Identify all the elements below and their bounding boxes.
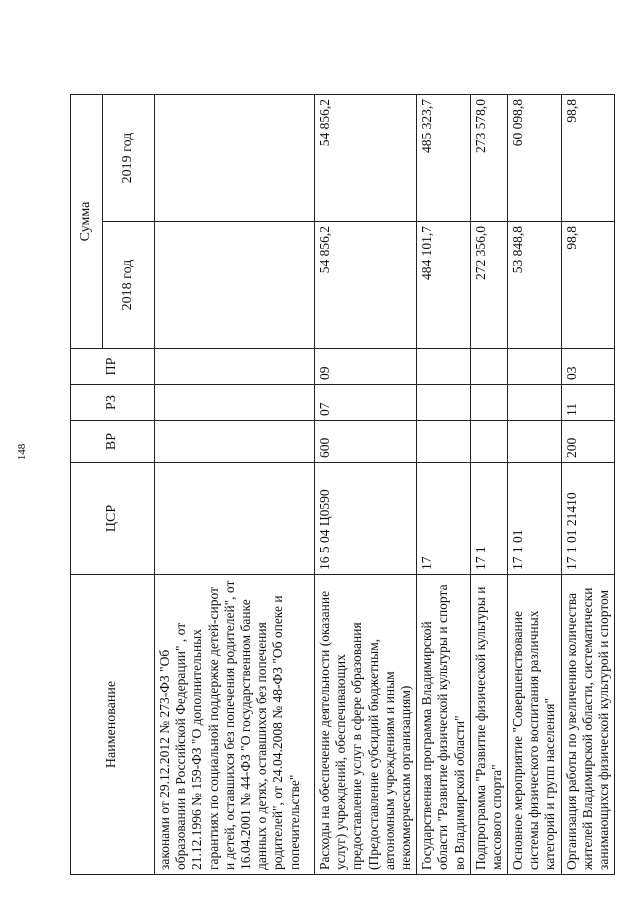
- cell-2019: [155, 95, 315, 222]
- table-row: [417, 95, 471, 875]
- cell-pr: [155, 349, 315, 385]
- header-pr: ПР: [71, 349, 155, 385]
- header-sum: Сумма: [71, 95, 103, 349]
- cell-name: законами от 29.12.2012 № 273-ФЗ "Об образовании в Российской Федерации" , от 21.12.1996 № 159-ФЗ "О дополнительных гарантиях по социальной поддержке детей-сирот и детей, оставшихся без попечения родителей", от 16.04.2001 № 44-ФЗ "О государственном банке данных о детях, оставшихся без попечения родителей", от 24.04.2008 № 48-ФЗ "Об опеке и попечительстве": [155, 575, 315, 875]
- table-row: [561, 95, 615, 875]
- header-name: Наименование: [71, 575, 155, 875]
- header-row: [71, 95, 103, 875]
- cell-2019: 98,8: [561, 95, 615, 222]
- table-row: [155, 95, 315, 875]
- cell-2018: 272 356,0: [470, 222, 507, 349]
- cell-2019: 485 323,7: [417, 95, 471, 222]
- cell-csr: 17 1: [470, 463, 507, 575]
- cell-pr: [470, 349, 507, 385]
- header-csr: ЦСР: [71, 463, 155, 575]
- cell-csr: 17 1 01 21410: [561, 463, 615, 575]
- cell-2018: [155, 222, 315, 349]
- cell-name: Государственная программа Владимирской области "Развитие физической культуры и спорта во Владимирской области": [417, 575, 471, 875]
- cell-name: Подпрограмма "Развитие физической культуры и массового спорта": [470, 575, 507, 875]
- cell-rz: [508, 385, 562, 421]
- cell-2018: 98,8: [561, 222, 615, 349]
- cell-vr: 600: [315, 421, 417, 463]
- cell-vr: 200: [561, 421, 615, 463]
- cell-name: Основное мероприятие "Совершенствование системы физического воспитания различных категорий и групп населения": [508, 575, 562, 875]
- cell-vr: [155, 421, 315, 463]
- cell-csr: 16 5 04 Ц0590: [315, 463, 417, 575]
- cell-2019: 60 098,8: [508, 95, 562, 222]
- cell-rz: 07: [315, 385, 417, 421]
- header-year-2018: 2018 год: [103, 222, 155, 349]
- cell-vr: [470, 421, 507, 463]
- table-row: [470, 95, 507, 875]
- header-rz: РЗ: [71, 385, 155, 421]
- cell-csr: [155, 463, 315, 575]
- cell-vr: [508, 421, 562, 463]
- cell-rz: [470, 385, 507, 421]
- cell-vr: [417, 421, 471, 463]
- budget-table: [70, 94, 615, 875]
- cell-name: Организация работы по увеличению количества жителей Владимирской области, систематически занимающихся физической культурой и спортом: [561, 575, 615, 875]
- cell-2019: 54 856,2: [315, 95, 417, 222]
- cell-pr: 03: [561, 349, 615, 385]
- header-vr: ВР: [71, 421, 155, 463]
- cell-2018: 53 848,8: [508, 222, 562, 349]
- cell-rz: [417, 385, 471, 421]
- cell-rz: [155, 385, 315, 421]
- cell-pr: 09: [315, 349, 417, 385]
- cell-pr: [417, 349, 471, 385]
- cell-name: Расходы на обеспечение деятельности (оказание услуг) учреждений, обеспечивающих предоставление услуг в сфере образования (Предоставление субсидий бюджетным, автономным учреждениям и иным некоммерческим организациям): [315, 575, 417, 875]
- cell-2019: 273 578,0: [470, 95, 507, 222]
- table-row: [315, 95, 417, 875]
- cell-2018: 54 856,2: [315, 222, 417, 349]
- cell-csr: 17: [417, 463, 471, 575]
- cell-csr: 17 1 01: [508, 463, 562, 575]
- header-year-2019: 2019 год: [103, 95, 155, 222]
- page-number: 148: [16, 443, 28, 461]
- table-row: [508, 95, 562, 875]
- rotated-page: [70, 95, 611, 875]
- cell-rz: 11: [561, 385, 615, 421]
- cell-2018: 484 101,7: [417, 222, 471, 349]
- cell-pr: [508, 349, 562, 385]
